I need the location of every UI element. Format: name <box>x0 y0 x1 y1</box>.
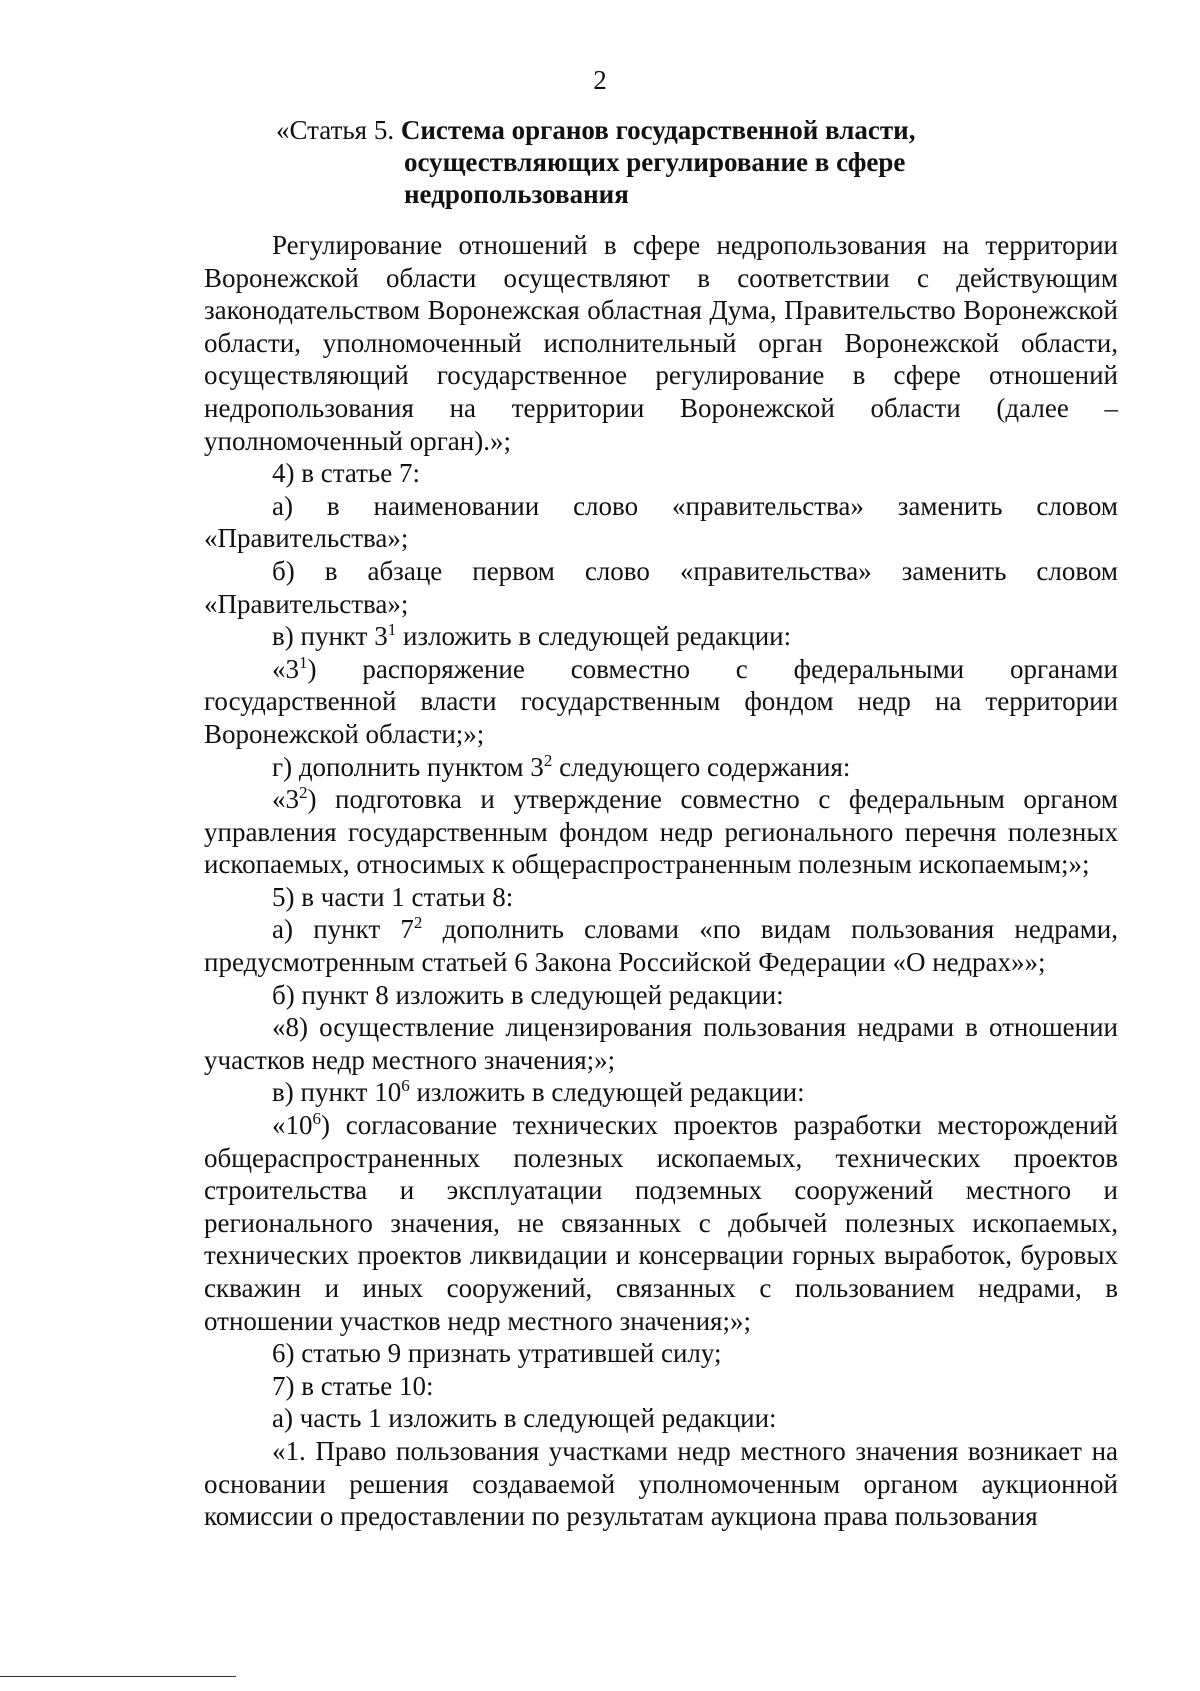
paragraph-text: б) пункт 8 изложить в следующей редакции: <box>272 979 784 1010</box>
paragraph <box>204 1435 1118 1533</box>
paragraph-text: 6) статью 9 признать утратившей силу; <box>272 1338 722 1369</box>
footer-divider <box>0 1676 236 1677</box>
paragraph-text: а) часть 1 изложить в следующей редакции: <box>272 1403 777 1434</box>
article-heading-prefix: «Статья 5. <box>276 115 401 145</box>
paragraph-text: Регулирование отношений в сфере недропользования на территории Воронежской области осуществляют в соответствии с действующим законодательством Воронежская областная Дума, Правительство Воронежской области, уполномоченный исполнительный орган Воронежской области, осуществляющий государственное регулирование в сфере отношений недропользования на территории Воронежской области (далее – уполномоченный орган).»; <box>204 230 1118 456</box>
paragraph <box>204 783 1118 881</box>
paragraph <box>204 490 1118 555</box>
paragraph <box>204 555 1118 620</box>
paragraph-text: а) в наименовании слово «правительства» заменить словом «Правительства»; <box>204 490 1118 554</box>
paragraph <box>204 913 1118 978</box>
article-heading-title-line-3: недропользования <box>404 179 629 209</box>
paragraph <box>204 1337 1118 1370</box>
article-heading-title-line-1: Система органов государственной власти, <box>400 115 916 145</box>
paragraph <box>204 1109 1118 1337</box>
paragraph-text: следующего содержания: <box>552 751 851 782</box>
paragraph <box>204 1076 1118 1109</box>
paragraph-text: в) пункт 3 <box>272 621 388 652</box>
article-heading-title-line-2: осуществляющих регулирование в сфере <box>404 147 906 177</box>
superscript: 2 <box>413 913 423 933</box>
paragraph-text: ) подготовка и утверждение совместно с федеральным органом управления государственным фондом недр регионального перечня полезных ископаемых, относимых к общераспространенным полезным ископаемым;»; <box>204 784 1118 880</box>
paragraph <box>204 457 1118 490</box>
paragraph-text: «3 <box>272 784 299 815</box>
article-heading <box>276 114 1036 210</box>
paragraph-text: 5) в части 1 статьи 8: <box>272 881 514 912</box>
superscript: 1 <box>387 620 397 640</box>
superscript: 2 <box>299 783 308 803</box>
page-number: 2 <box>593 65 607 95</box>
superscript: 2 <box>543 750 553 770</box>
paragraph <box>204 979 1118 1012</box>
paragraph-text: «1. Право пользования участками недр местного значения возникает на основании решения создаваемой уполномоченным органом аукционной комиссии о предоставлении по результатам аукциона права пользования <box>204 1435 1118 1532</box>
paragraph <box>204 653 1118 751</box>
paragraph <box>204 881 1118 914</box>
paragraph-text: «10 <box>272 1110 313 1141</box>
paragraph-text: ) согласование технических проектов разработки месторождений общераспространенных полезных ископаемых, технических проектов строительства и эксплуатации подземных сооружений местного и регионального значения, не связанных с добычей полезных ископаемых, технических проектов ликвидации и консервации горных выработок, буровых скважин и иных сооружений, связанных с пользованием недрами, в отношении участков недр местного значения;»; <box>204 1110 1118 1336</box>
paragraph-text: «3 <box>272 653 299 684</box>
superscript: 6 <box>312 1109 321 1129</box>
paragraph <box>204 620 1118 653</box>
paragraph-text: 7) в статье 10: <box>272 1370 434 1401</box>
paragraph-text: а) пункт 7 <box>272 914 414 945</box>
paragraph-text: в) пункт 10 <box>272 1077 402 1108</box>
paragraph <box>204 1011 1118 1076</box>
paragraph-text: изложить в следующей редакции: <box>409 1077 805 1108</box>
paragraph <box>204 1370 1118 1403</box>
paragraph <box>204 751 1118 784</box>
paragraph-text: «8) осуществление лицензирования пользования недрами в отношении участков недр местного значения;»; <box>204 1012 1118 1075</box>
paragraph-text: изложить в следующей редакции: <box>396 621 792 652</box>
paragraph-text: б) в абзаце первом слово «правительства» заменить словом «Правительства»; <box>204 555 1118 619</box>
superscript: 1 <box>299 652 308 672</box>
paragraph-text: дополнить словами «по видам пользования недрами, предусмотренным статьей 6 Закона Российской Федерации «О недрах»»; <box>204 914 1118 978</box>
paragraph-text: ) распоряжение совместно с федеральными органами государственной власти государственным фондом недр на территории Воронежской области;»; <box>204 653 1118 749</box>
paragraph <box>204 229 1118 457</box>
superscript: 6 <box>401 1076 410 1096</box>
document-body <box>204 229 1118 1533</box>
paragraph-text: 4) в статье 7: <box>272 458 420 489</box>
paragraph-text: г) дополнить пунктом 3 <box>272 751 544 782</box>
paragraph <box>204 1402 1118 1435</box>
